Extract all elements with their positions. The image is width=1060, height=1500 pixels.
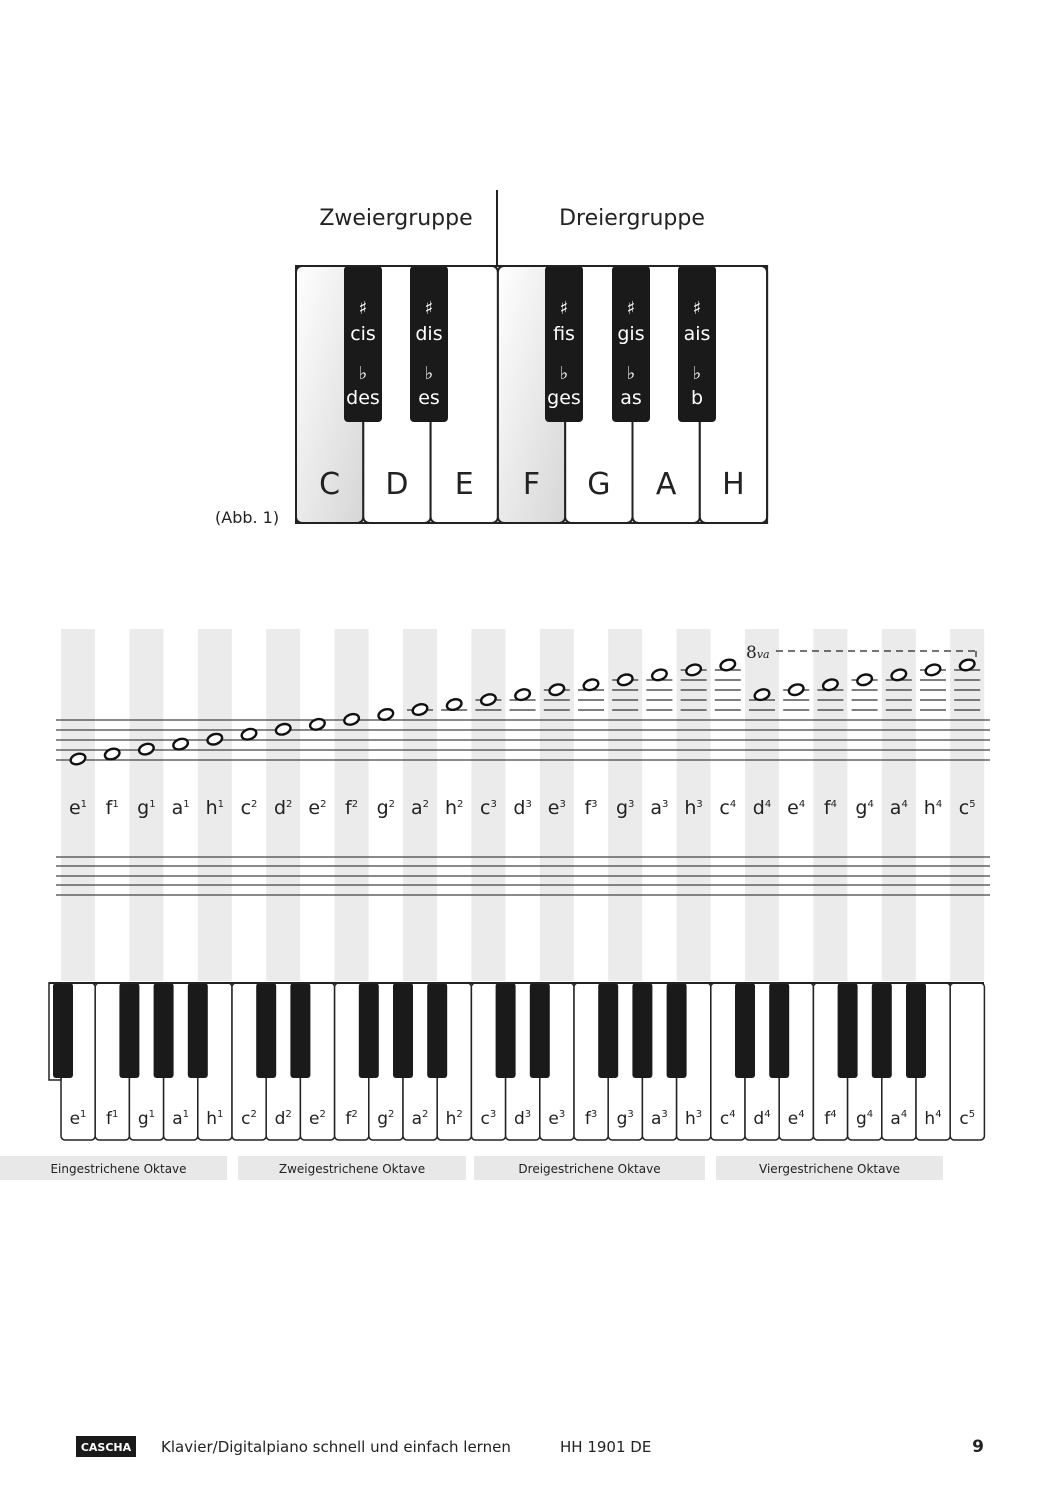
keyboard-key-label: $a^3$	[651, 1109, 668, 1129]
keyboard-black-key	[496, 983, 516, 1078]
keyboard-black-key	[188, 983, 208, 1078]
note-label: $g^2$	[376, 797, 396, 819]
keyboard-black-key	[769, 983, 789, 1078]
white-key-label: C	[319, 467, 341, 502]
note-label: $a^1$	[171, 797, 190, 819]
keyboard-key-label: $g^3$	[616, 1109, 634, 1129]
note-head	[172, 737, 189, 751]
page-number: 9	[972, 1437, 984, 1457]
octave-label: Dreigestrichene Oktave	[518, 1162, 661, 1176]
note-head	[309, 717, 326, 731]
note-label: $e^3$	[547, 797, 566, 819]
keyboard-key-label: $a^2$	[411, 1109, 429, 1129]
note-head	[788, 683, 805, 697]
note-label: $g^4$	[855, 797, 874, 819]
keyboard-key-label: $a^4$	[890, 1109, 908, 1129]
note-label: $d^2$	[273, 797, 293, 819]
flat-icon: ♭	[692, 363, 702, 384]
sharp-name: ais	[683, 323, 711, 345]
keyboard-black-key	[872, 983, 892, 1078]
note-label: $c^2$	[240, 797, 258, 819]
keyboard-key-label: $h^1$	[206, 1109, 224, 1129]
footer	[76, 1436, 984, 1457]
note-label: $g^3$	[615, 797, 635, 819]
white-key-label: D	[385, 467, 409, 502]
full-keyboard	[49, 983, 984, 1140]
white-key-label: F	[522, 467, 541, 502]
keyboard-key-label: $h^4$	[924, 1109, 942, 1129]
keyboard-key-label: $f^2$	[345, 1109, 358, 1129]
keyboard-black-key	[256, 983, 276, 1078]
note-label: $f^4$	[823, 797, 837, 819]
note-head	[240, 727, 257, 741]
book-title: Klavier/Digitalpiano schnell und einfach lernen	[161, 1438, 511, 1456]
keyboard-key-label: $d^3$	[514, 1109, 532, 1129]
white-key-label: G	[587, 467, 611, 502]
white-key-label: A	[655, 467, 677, 502]
keyboard-key-label: $e^4$	[787, 1109, 805, 1129]
note-chart	[56, 629, 990, 981]
keyboard-key-label: $c^5$	[959, 1109, 976, 1129]
keyboard-black-key	[119, 983, 139, 1078]
sharp-name: dis	[415, 323, 443, 345]
note-label: $h^4$	[923, 797, 943, 819]
flat-name: es	[418, 387, 440, 409]
keyboard-black-key	[838, 983, 858, 1078]
keyboard-key-label: $g^2$	[377, 1109, 395, 1129]
keyboard-key-label: $e^1$	[69, 1109, 87, 1129]
keyboard-key-label: $g^4$	[856, 1109, 874, 1129]
keyboard-black-key	[393, 983, 413, 1078]
keyboard-key-label: $h^3$	[685, 1109, 703, 1129]
keyboard-key-label: $h^2$	[445, 1109, 463, 1129]
flat-name: ges	[547, 387, 581, 409]
keyboard-black-key	[290, 983, 310, 1078]
flat-name: as	[620, 387, 642, 409]
note-label: $d^4$	[752, 797, 772, 819]
sharp-icon: ♯	[692, 298, 702, 319]
keyboard-key-label: $f^4$	[824, 1109, 837, 1129]
note-label: $c^3$	[479, 797, 497, 819]
keyboard-black-key	[906, 983, 926, 1078]
figure-label: (Abb. 1)	[215, 508, 280, 527]
publisher-logo-text: CASCHA	[80, 1441, 132, 1454]
octave-bars	[0, 1156, 943, 1180]
keyboard-black-key	[53, 983, 73, 1078]
flat-name: des	[346, 387, 380, 409]
keyboard-key-label: $c^4$	[719, 1109, 736, 1129]
keyboard-key-label: $e^3$	[548, 1109, 566, 1129]
note-label: $h^1$	[205, 797, 225, 819]
flat-icon: ♭	[358, 363, 368, 384]
book-code: HH 1901 DE	[560, 1438, 652, 1456]
flat-icon: ♭	[626, 363, 636, 384]
note-head	[104, 747, 121, 761]
sharp-icon: ♯	[424, 298, 434, 319]
sharp-name: cis	[350, 323, 376, 345]
keyboard-key-label: $a^1$	[172, 1109, 189, 1129]
keyboard-key-label: $c^2$	[241, 1109, 257, 1129]
keyboard-key-label: $d^4$	[753, 1109, 771, 1129]
group-label-two: Zweiergruppe	[319, 206, 473, 231]
note-label: $d^3$	[513, 797, 532, 819]
sharp-icon: ♯	[626, 298, 636, 319]
ottava-label: 8va	[746, 643, 770, 663]
keyboard-black-key	[427, 983, 447, 1078]
octave-diagram	[215, 190, 767, 527]
keyboard-black-key	[632, 983, 652, 1078]
note-label: $c^5$	[958, 797, 976, 819]
keyboard-black-key	[735, 983, 755, 1078]
note-label: $f^1$	[105, 797, 119, 819]
sharp-name: fis	[553, 323, 575, 345]
note-label: $a^3$	[650, 797, 669, 819]
octave-label: Viergestrichene Oktave	[759, 1162, 900, 1176]
note-label: $a^2$	[410, 797, 430, 819]
flat-icon: ♭	[424, 363, 434, 384]
keyboard-key-label: $f^1$	[106, 1109, 119, 1129]
octave-label: Eingestrichene Oktave	[50, 1162, 187, 1176]
note-label: $c^4$	[719, 797, 737, 819]
note-label: $f^2$	[345, 797, 359, 819]
note-label: $g^1$	[137, 797, 156, 819]
keyboard-black-key	[530, 983, 550, 1078]
flat-name: b	[690, 387, 704, 409]
keyboard-key-label: $f^3$	[584, 1109, 598, 1129]
keyboard-black-key	[598, 983, 618, 1078]
sharp-icon: ♯	[559, 298, 569, 319]
note-label: $f^3$	[584, 797, 598, 819]
keyboard-key-label: $c^3$	[480, 1109, 497, 1129]
note-label: $e^4$	[787, 797, 806, 819]
white-key-label: E	[454, 467, 474, 502]
keyboard-black-key	[154, 983, 174, 1078]
note-label: $h^2$	[444, 797, 464, 819]
ottava-mark	[746, 643, 976, 663]
flat-icon: ♭	[559, 363, 569, 384]
keyboard-key-label: $g^1$	[137, 1109, 155, 1129]
note-label: $e^2$	[308, 797, 327, 819]
sharp-name: gis	[617, 323, 645, 345]
octave-label: Zweigestrichene Oktave	[278, 1162, 426, 1176]
keyboard-black-key	[359, 983, 379, 1078]
white-key-label: H	[722, 467, 745, 502]
note-label: $a^4$	[889, 797, 908, 819]
sharp-icon: ♯	[358, 298, 368, 319]
keyboard-key-label: $d^2$	[274, 1109, 292, 1129]
group-label-three: Dreiergruppe	[559, 206, 705, 231]
keyboard-black-key	[667, 983, 687, 1078]
keyboard-key-label: $e^2$	[308, 1109, 326, 1129]
note-label: $h^3$	[684, 797, 703, 819]
note-head	[924, 663, 941, 677]
note-head	[856, 673, 873, 687]
note-label: $e^1$	[68, 797, 88, 819]
